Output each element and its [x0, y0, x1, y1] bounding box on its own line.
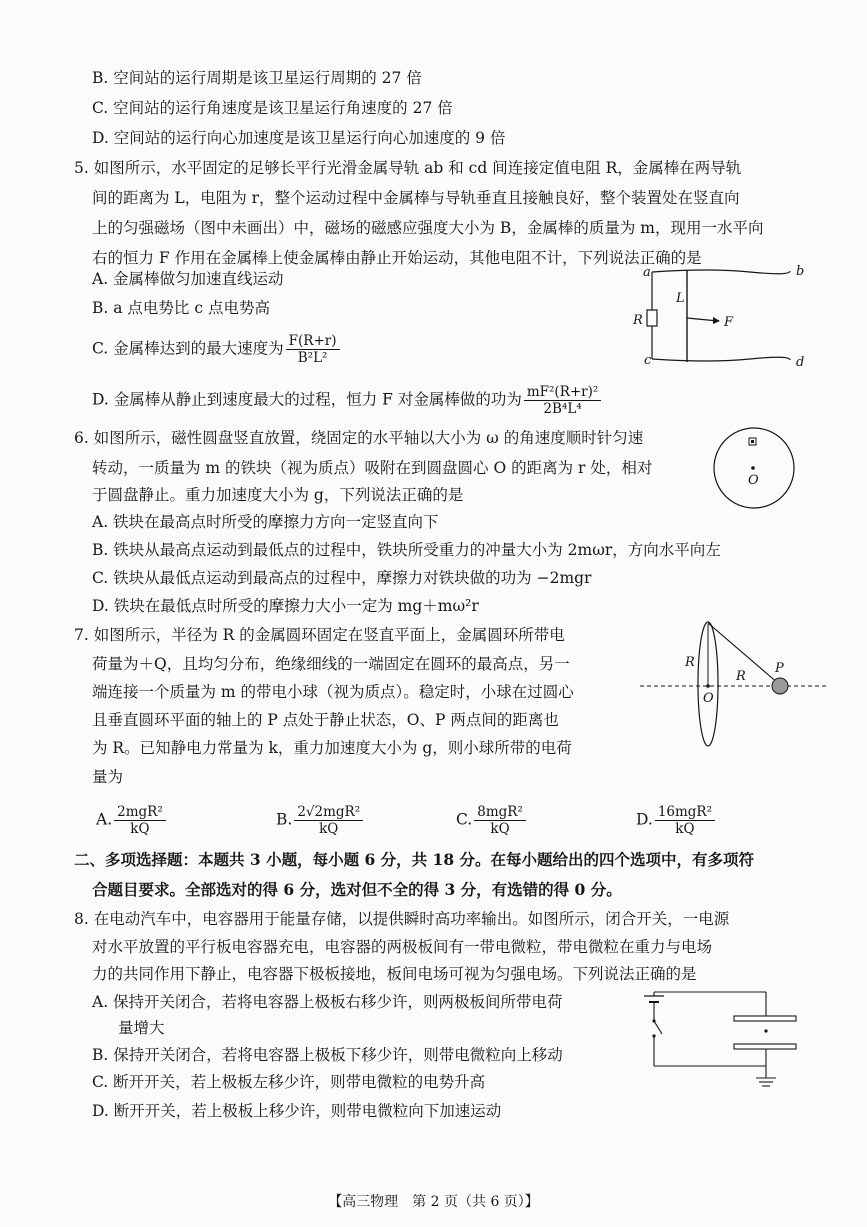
q7-option-a-denominator: kQ [130, 821, 150, 837]
q5-stem-line-4: 右的恒力 F 作用在金属棒上使金属棒由静止开始运动，其他电阻不计，下列说法正确的是 [92, 249, 702, 267]
label-r-vertical: R [685, 655, 695, 670]
q7-option-a [96, 804, 168, 837]
q6-option-a: A. 铁块在最高点时所受的摩擦力方向一定竖直向下 [92, 513, 439, 531]
q8-option-a-line-2: 量增大 [118, 1019, 165, 1037]
q7-option-a-fraction [114, 804, 166, 837]
q8-option-d: D. 断开开关，若上极板上移少许，则带电微粒向下加速运动 [92, 1102, 502, 1120]
q7-option-a-label: A. [96, 810, 113, 829]
label-c: c [644, 353, 652, 368]
q7-option-c [456, 804, 528, 837]
q7-option-b [276, 804, 365, 837]
q5-option-c-numerator: F(R+r) [286, 333, 340, 350]
rail-ab [652, 270, 790, 274]
upper-plate [734, 1016, 796, 1021]
q4-option-b: B. 空间站的运行周期是该卫星运行周期的 27 倍 [92, 69, 422, 87]
q5-stem-line-2: 间的距离为 L，电阻为 r，整个运动过程中金属棒与导轨垂直且接触良好，整个装置处在竖直向 [92, 189, 740, 207]
switch-blade [654, 1021, 662, 1034]
resistor-r [647, 310, 657, 326]
q7-stem-line-6: 量为 [92, 768, 124, 786]
q8-stem-line-3: 力的共同作用下静止，电容器下极板接地，板间电场可视为匀强电场。下列说法正确的是 [92, 965, 697, 983]
q5-stem-line-1: 5. 如图所示，水平固定的足够长平行光滑金属导轨 ab 和 cd 间连接定值电阻 R，金属棒在两导轨 [74, 159, 742, 177]
q5-option-b: B. a 点电势比 c 点电势高 [92, 299, 270, 317]
q5-option-d-denominator: 2B⁴L⁴ [543, 401, 582, 417]
q8-stem-line-2: 对水平放置的平行板电容器充电，电容器的两极板间有一带电微粒，带电微粒在重力与电场 [92, 938, 713, 956]
q7-option-c-label: C. [456, 810, 473, 829]
q6-disk-diagram [712, 426, 798, 512]
label-p: P [775, 661, 784, 676]
label-b: b [796, 264, 805, 279]
q5-option-c [92, 333, 342, 366]
q7-option-a-numerator: 2mgR² [114, 804, 166, 821]
q7-option-d-numerator: 16mgR² [655, 804, 715, 821]
q7-option-b-numerator: 2√2mgR² [294, 804, 363, 821]
q6-option-d: D. 铁块在最低点时所受的摩擦力大小一定为 mg＋mω²r [92, 597, 479, 615]
force-arrowhead [713, 317, 720, 324]
q8-stem-line-1: 8. 在电动汽车中，电容器用于能量存储，以提供瞬时高功率输出。如图所示，闭合开关，一电源 [74, 910, 730, 928]
label-o: O [703, 691, 714, 706]
section2-heading-line-2: 合题目要求。全部选对的得 6 分，选对但不全的得 3 分，有选错的得 0 分。 [92, 880, 622, 899]
label-r-horizontal: R [736, 669, 746, 684]
label-r: R [633, 313, 643, 328]
charged-ball [772, 678, 788, 694]
q7-stem-line-5: 为 R。已知静电力常量为 k，重力加速度大小为 g，则小球所带的电荷 [92, 739, 572, 757]
label-f: F [724, 315, 734, 330]
q6-stem-line-1: 6. 如图所示，磁性圆盘竖直放置，绕固定的水平轴以大小为 ω 的角速度顺时针匀速 [74, 429, 644, 447]
q7-option-d [636, 804, 717, 837]
q5-option-d-text: D. 金属棒从静止到速度最大的过程，恒力 F 对金属棒做的功为 [92, 390, 522, 409]
iron-block-core [751, 440, 754, 443]
q7-option-c-fraction [474, 804, 526, 837]
q8-capacitor-circuit [638, 990, 798, 1090]
q8-option-b: B. 保持开关闭合，若将电容器上极板下移少许，则带电微粒向上移动 [92, 1046, 563, 1064]
q5-stem-line-3: 上的匀强磁场（图中未画出）中，磁场的磁感应强度大小为 B，金属棒的质量为 m，现用一水平向 [92, 219, 764, 237]
label-o: O [748, 473, 759, 488]
q5-option-a: A. 金属棒做匀加速直线运动 [92, 270, 284, 288]
q7-option-b-fraction [294, 804, 363, 837]
q5-option-d-numerator: mF²(R+r)² [524, 384, 601, 401]
section2-heading-line-1: 二、多项选择题：本题共 3 小题，每小题 6 分，共 18 分。在每小题给出的四个选项中，有多项符 [74, 850, 755, 869]
q5-option-c-fraction [286, 333, 340, 366]
q5-option-d-fraction [524, 384, 601, 417]
q7-option-b-denominator: kQ [319, 821, 339, 837]
page-footer: 【高三物理 第 2 页（共 6 页）】 [328, 1194, 539, 1210]
q8-option-c: C. 断开开关，若上极板左移少许，则带电微粒的电势升高 [92, 1073, 486, 1091]
lower-plate [734, 1044, 796, 1049]
q7-option-d-label: D. [636, 810, 653, 829]
q7-option-b-label: B. [276, 810, 293, 829]
rail-cd [652, 357, 790, 361]
label-d: d [796, 355, 805, 370]
q7-stem-line-1: 7. 如图所示，半径为 R 的金属圆环固定在竖直平面上，金属圆环所带电 [74, 626, 565, 644]
q5-option-c-denominator: B²L² [297, 350, 328, 366]
q8-option-a-line-1: A. 保持开关闭合，若将电容器上极板右移少许，则两极板间所带电荷 [92, 993, 563, 1011]
q7-option-d-denominator: kQ [675, 821, 695, 837]
charged-particle [764, 1029, 767, 1032]
q7-option-d-fraction [655, 804, 715, 837]
q7-stem-line-4: 且垂直圆环平面的轴上的 P 点处于静止状态，O、P 两点间的距离也 [92, 711, 559, 729]
q7-option-c-denominator: kQ [490, 821, 510, 837]
q7-stem-line-2: 荷量为＋Q，且均匀分布，绝缘细线的一端固定在圆环的最高点，另一 [92, 655, 570, 673]
q7-ring-diagram [640, 618, 830, 753]
ring-center [706, 684, 710, 688]
q6-stem-line-2: 转动，一质量为 m 的铁块（视为质点）吸附在到圆盘圆心 O 的距离为 r 处，相对 [92, 459, 653, 477]
q7-option-c-numerator: 8mgR² [474, 804, 526, 821]
q5-rail-diagram [630, 262, 810, 372]
q5-option-d [92, 384, 603, 417]
q4-option-d: D. 空间站的运行向心加速度是该卫星运行向心加速度的 9 倍 [92, 129, 506, 147]
q6-stem-line-3: 于圆盘静止。重力加速度大小为 g，下列说法正确的是 [92, 486, 464, 504]
q5-option-c-text: C. 金属棒达到的最大速度为 [92, 339, 284, 358]
q6-option-c: C. 铁块从最低点运动到最高点的过程中，摩擦力对铁块做的功为 −2mgr [92, 569, 592, 587]
q4-option-c: C. 空间站的运行角速度是该卫星运行角速度的 27 倍 [92, 99, 453, 117]
label-a: a [643, 265, 651, 280]
disk-center [751, 466, 755, 470]
q7-stem-line-3: 端连接一个质量为 m 的带电小球（视为质点）。稳定时，小球在过圆心 [92, 683, 574, 701]
q6-option-b: B. 铁块从最高点运动到最低点的过程中，铁块所受重力的冲量大小为 2mωr，方向水平向左 [92, 541, 721, 559]
label-l: L [676, 291, 685, 306]
